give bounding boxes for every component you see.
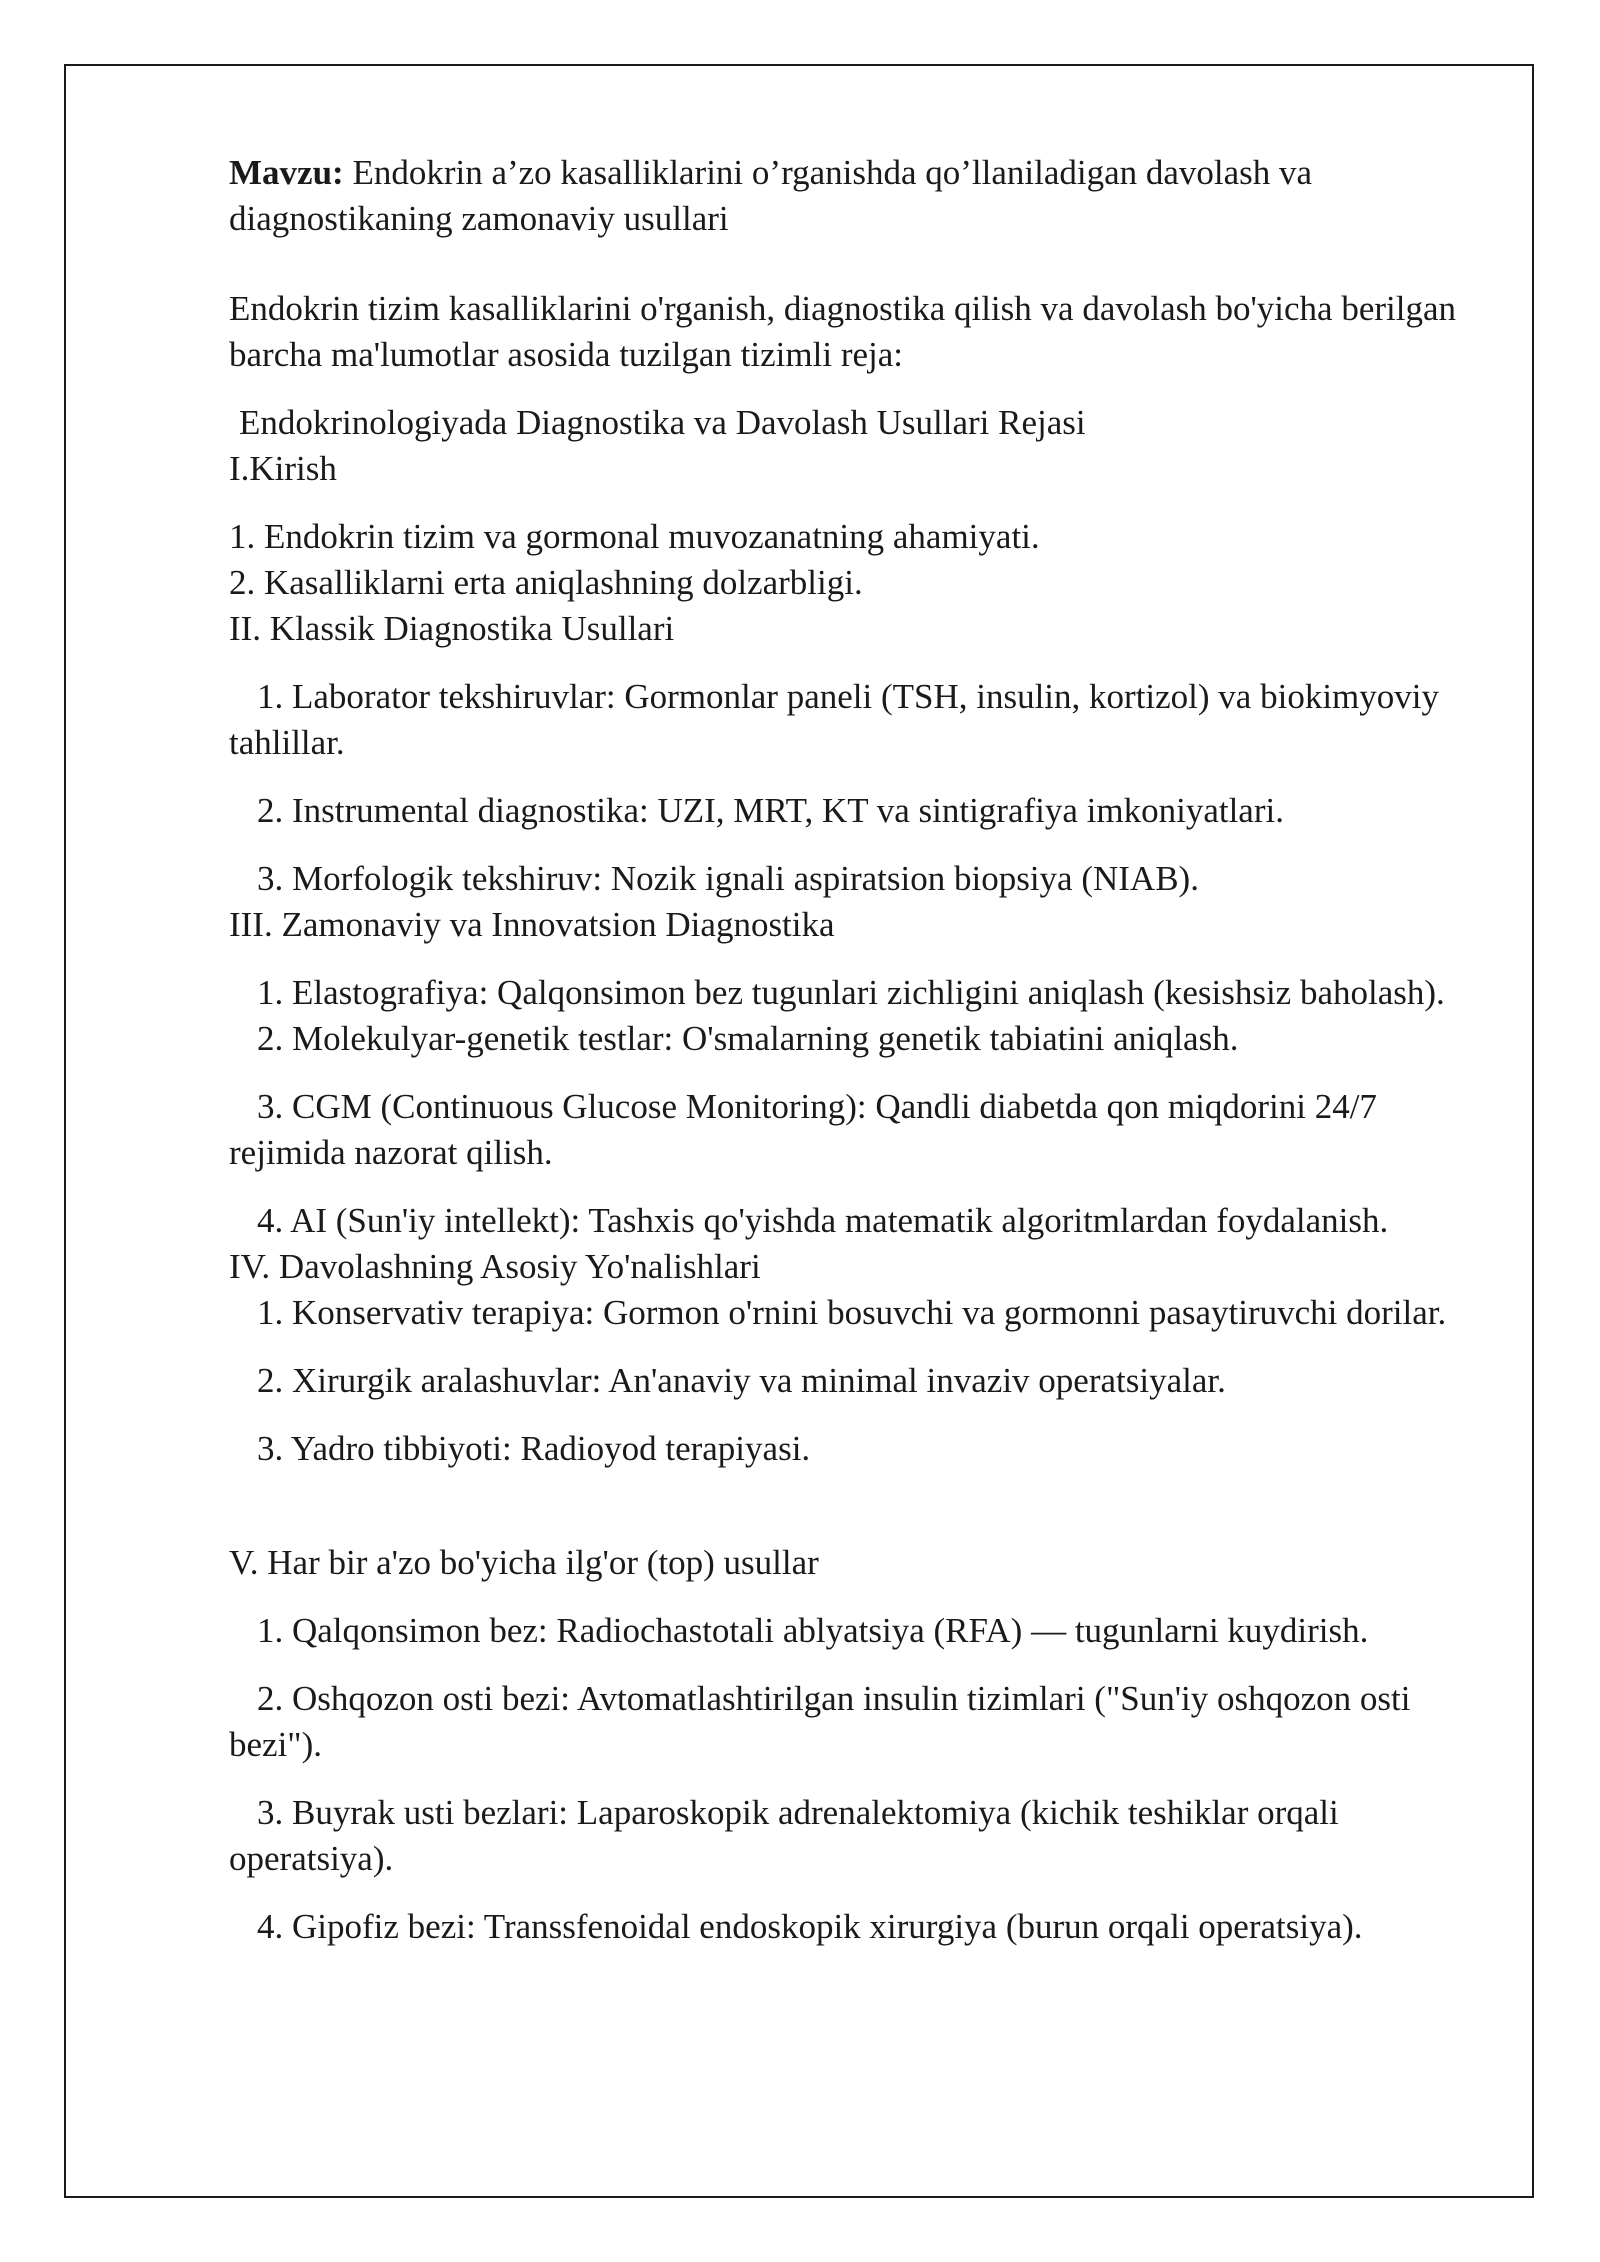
list-item: 1. Endokrin tizim va gormonal muvozanatning ahamiyati. (229, 517, 1040, 556)
section-heading-4: IV. Davolashning Asosiy Yo'nalishlari (229, 1247, 761, 1286)
list-item: 2. Molekulyar-genetik testlar: O'smalarning genetik tabiatini aniqlash. (257, 1019, 1239, 1058)
document-body (229, 150, 1499, 1950)
list-item: 2. Kasalliklarni erta aniqlashning dolzarbligi. (229, 563, 863, 602)
list-item: 3. Buyrak usti bezlari: Laparoskopik adrenalektomiya (kichik teshiklar orqali operatsiya). (229, 1793, 1339, 1878)
list-item: 4. AI (Sun'iy intellekt): Tashxis qo'yishda matematik algoritmlardan foydalanish. (257, 1201, 1389, 1240)
section-heading-5: V. Har bir a'zo bo'yicha ilg'or (top) usullar (229, 1543, 819, 1582)
list-item: 4. Gipofiz bezi: Transsfenoidal endoskopik xirurgiya (burun orqali operatsiya). (257, 1907, 1363, 1946)
list-item: 2. Xirurgik aralashuvlar: An'anaviy va minimal invaziv operatsiyalar. (257, 1361, 1226, 1400)
list-item: 1. Elastografiya: Qalqonsimon bez tugunlari zichligini aniqlash (kesishsiz baholash). (257, 973, 1445, 1012)
intro-paragraph: Endokrin tizim kasalliklarini o'rganish, diagnostika qilish va davolash bo'yicha berilgan barcha ma'lumotlar asosida tuzilgan tizimli reja: (229, 289, 1456, 374)
topic-paragraph (229, 150, 1499, 242)
topic-text: Endokrin a’zo kasalliklarini o’rganishda qo’llaniladigan davolash va diagnostikaning zamonaviy usullari (229, 153, 1313, 238)
section-heading-1: I.Kirish (229, 449, 337, 488)
list-item: 3. Morfologik tekshiruv: Nozik ignali aspiratsion biopsiya (NIAB). (257, 859, 1199, 898)
topic-label: Mavzu: (229, 153, 344, 192)
list-item: 2. Instrumental diagnostika: UZI, MRT, KT va sintigrafiya imkoniyatlari. (257, 791, 1284, 830)
list-item: 3. CGM (Continuous Glucose Monitoring): Qandli diabetda qon miqdorini 24/7 rejimida nazorat qilish. (229, 1087, 1377, 1172)
list-item: 1. Konservativ terapiya: Gormon o'rnini bosuvchi va gormonni pasaytiruvchi dorilar. (257, 1293, 1447, 1332)
plan-title: Endokrinologiyada Diagnostika va Davolash Usullari Rejasi (239, 403, 1086, 442)
section-heading-2: II. Klassik Diagnostika Usullari (229, 609, 675, 648)
list-item: 3. Yadro tibbiyoti: Radioyod terapiyasi. (257, 1429, 811, 1468)
list-item: 1. Qalqonsimon bez: Radiochastotali ablyatsiya (RFA) — tugunlarni kuydirish. (257, 1611, 1369, 1650)
list-item: 2. Oshqozon osti bezi: Avtomatlashtirilgan insulin tizimlari ("Sun'iy oshqozon osti bezi"). (229, 1679, 1411, 1764)
list-item: 1. Laborator tekshiruvlar: Gormonlar paneli (TSH, insulin, kortizol) va biokimyoviy tahlillar. (229, 677, 1439, 762)
section-heading-3: III. Zamonaviy va Innovatsion Diagnostika (229, 905, 835, 944)
